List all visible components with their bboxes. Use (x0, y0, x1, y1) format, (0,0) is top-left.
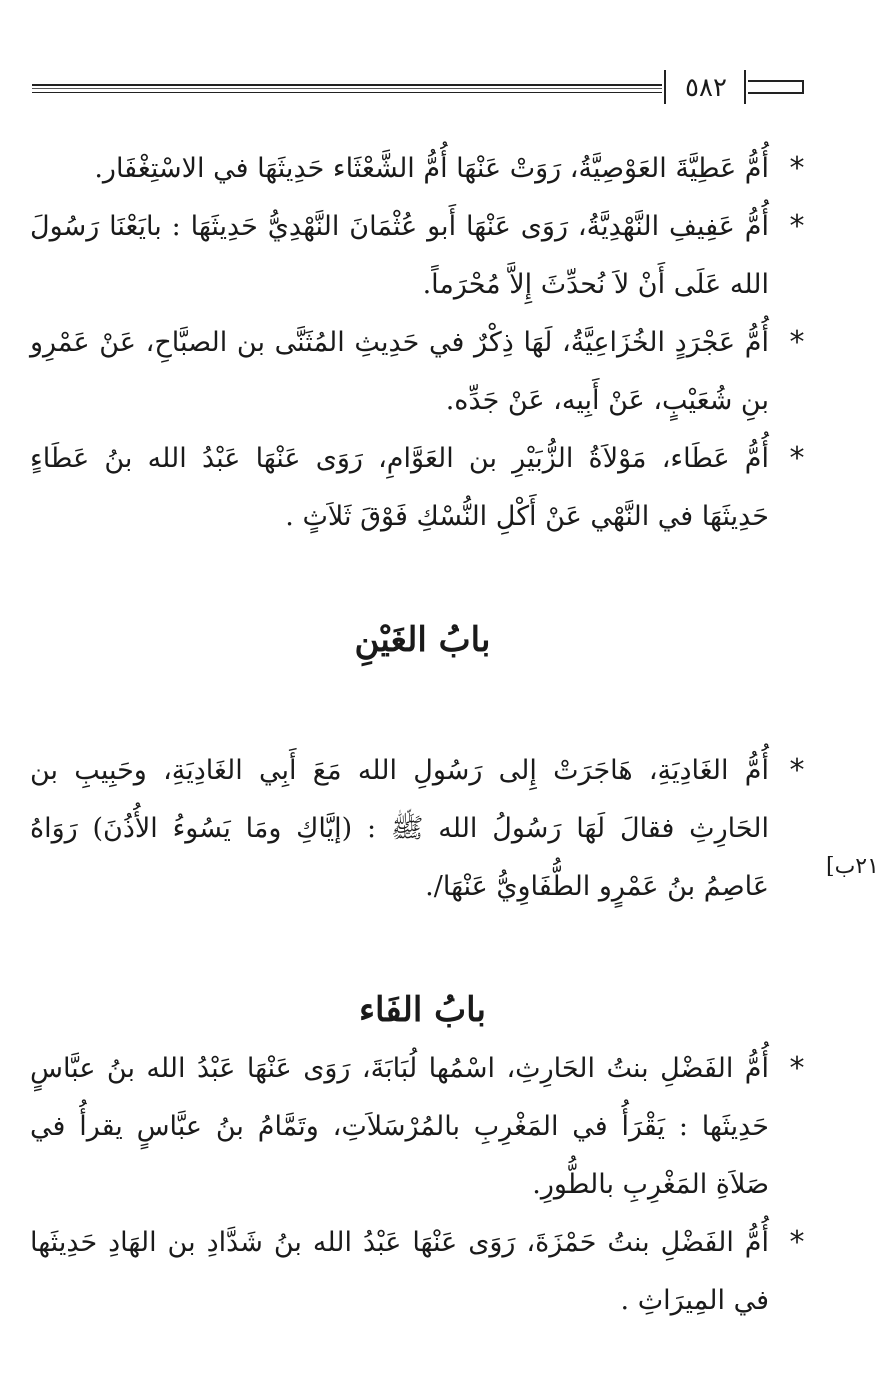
asterisk-bullet-icon: * (789, 441, 805, 476)
header-rule-end (802, 80, 804, 94)
entry-text: أُمُّ الفَضْلِ بنتُ الحَارِثِ، اسْمُها لُبَابَةَ، رَوَى عَنْهَا عَبْدُ الله بنُ عبَّاسٍ حَدِيثَها : يَقْرَأُ في المَغْرِبِ بالمُرْسَلاَتِ، وتَمَّامُ بنُ عبَّاسٍ يقرأُ في صَلاَةِ المَغْرِبِ بالطُّورِ. (30, 1053, 769, 1200)
entry-text: أُمُّ عَجْرَدٍ الخُزَاعِيَّةُ، لَهَا ذِكْرٌ في حَدِيثِ المُثَنَّى بن الصبَّاحِ، عَنْ عَمْرِو بنِ شُعَيْبٍ، عَنْ أَبِيه، عَنْ جَدِّه. (30, 327, 769, 416)
section-fa (30, 980, 815, 1330)
entry-text: أُمُّ الغَادِيَةِ، هَاجَرَتْ إِلى رَسُولِ الله مَعَ أَبِي الغَادِيَةِ، وحَبِيبِ بن الحَارِثِ فقالَ لَهَا رَسُولُ الله ﷺ : (إيَّاكِ ومَا يَسُوءُ الأُذُنَ) رَوَاهُ عَاصِمُ بنُ عَمْرٍو الطُّفَاوِيُّ عَنْهَا/. (30, 755, 769, 902)
header-rule-tick (664, 70, 666, 104)
section-ain (30, 140, 815, 546)
page-body (30, 140, 815, 1330)
entry-text: أُمُّ عَطِيَّةَ العَوْصِيَّةُ، رَوَتْ عَنْهَا أُمُّ الشَّعْثَاء حَدِيثَهَا في الاسْتِغْفَار. (94, 153, 769, 184)
header-rule-right (748, 80, 804, 94)
asterisk-bullet-icon: * (789, 325, 805, 360)
header-rule-tick (744, 70, 746, 104)
section-heading: بابُ الغَيْنِ (354, 620, 491, 660)
manuscript-folio-note: ٢١ب] (826, 854, 879, 879)
asterisk-bullet-icon: * (789, 1225, 805, 1260)
entry (30, 314, 815, 430)
entry-text: أُمُّ عَفِيفِ النَّهْدِيَّةُ، رَوَى عَنْهَا أَبو عُثْمَانَ النَّهْدِيُّ حَدِيثَهَا : بايَعْنَا رَسُولَ الله عَلَى أَنْ لاَ نُحدِّثَ إِلاَّ مُحْرَماً. (30, 211, 769, 300)
entry (30, 140, 815, 198)
entry-text: أُمُّ عَطَاء، مَوْلاَةُ الزُّبَيْرِ بن العَوَّامِ، رَوَى عَنْهَا عَبْدُ الله بنُ عَطَاءٍ حَدِيثَهَا في النَّهْي عَنْ أَكْلِ النُّسْكِ فَوْقَ ثَلاَثٍ . (30, 443, 769, 532)
section-heading: بابُ الفَاء (358, 990, 487, 1030)
asterisk-bullet-icon: * (789, 151, 805, 186)
entry (30, 198, 815, 314)
page-number: ٥٨٢ (685, 73, 727, 103)
entry-text: أُمُّ الفَضْلِ بنتُ حَمْزَةَ، رَوَى عَنْهَا عَبْدُ الله بنُ شَدَّادِ بن الهَادِ حَدِيثَها في المِيرَاثِ . (30, 1227, 769, 1316)
section-ghayn (30, 610, 815, 916)
page-header (32, 70, 812, 106)
entry (30, 430, 815, 546)
entry (30, 742, 815, 916)
header-rule-left (32, 84, 662, 93)
asterisk-bullet-icon: * (789, 753, 805, 788)
entry (30, 1214, 815, 1330)
asterisk-bullet-icon: * (789, 209, 805, 244)
asterisk-bullet-icon: * (789, 1051, 805, 1086)
entry (30, 1040, 815, 1214)
